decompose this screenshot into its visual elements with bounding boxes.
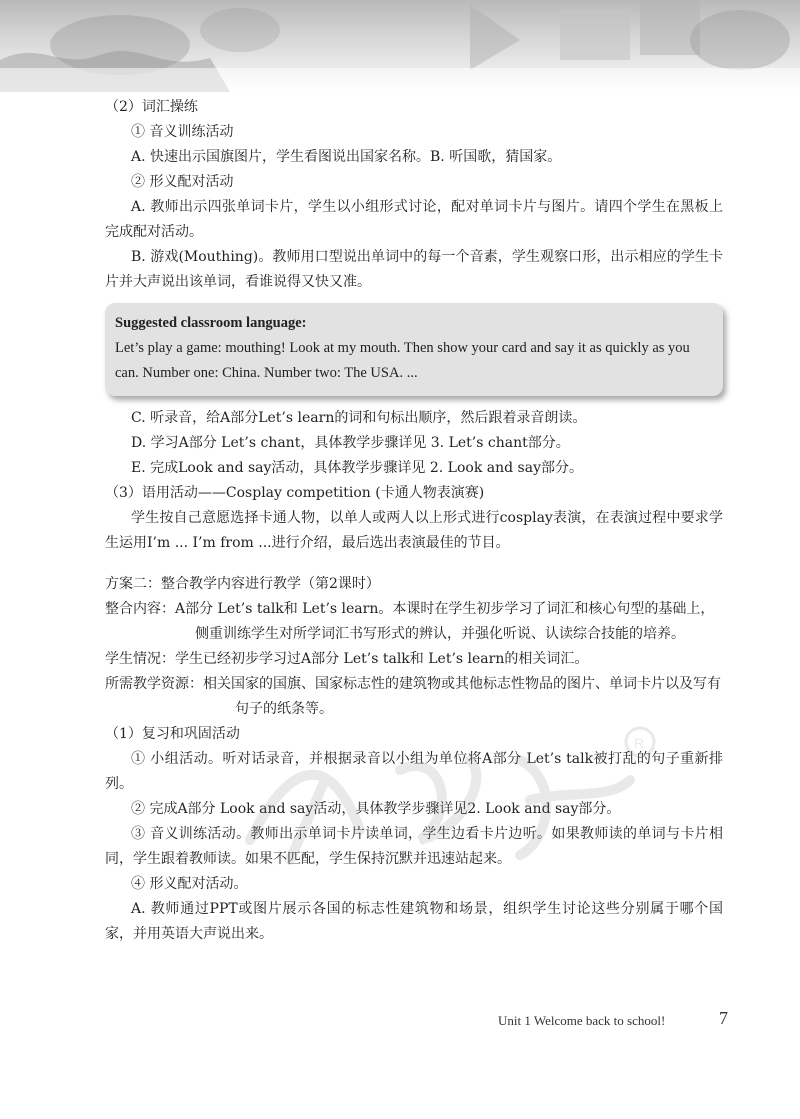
subheading-review: （1）复习和巩固活动 — [105, 726, 240, 742]
activity-step: D. 学习A部分 Let’s chant，具体教学步骤详见 3. Let’s chant部分。 — [131, 435, 570, 451]
page-number: 7 — [719, 1008, 728, 1028]
callout-body: Let’s play a game: mouthing! Look at my mouth. Then show your card and say it as quickly as you can. Number one: China. Number two: The USA. ... — [115, 340, 690, 381]
page-content — [105, 95, 723, 947]
activity-paragraph: B. 游戏(Mouthing)。教师用口型说出单词中的每一个音素，学生观察口形，出示相应的学生卡片并大声说出该单词，看谁说得又快又准。 — [105, 249, 723, 290]
page-footer — [498, 1008, 728, 1032]
review-item: ① 小组活动。听对话录音，并根据录音以小组为单位将A部分 Let’s talk被打乱的句子重新排列。 — [105, 751, 723, 792]
subheading-vocab-drill: （2）词汇操练 — [105, 99, 198, 115]
teaching-resources: 所需教学资源：相关国家的国旗、国家标志性的建筑物或其他标志性物品的图片、单词卡片以及写有句子的纸条等。 — [105, 676, 721, 717]
header-banner-illustration — [0, 0, 800, 92]
activity-title: ① 音义训练活动 — [131, 124, 234, 140]
activity-step: E. 完成Look and say活动，具体教学步骤详见 2. Look and say部分。 — [131, 460, 583, 476]
activity-paragraph: 学生按自己意愿选择卡通人物，以单人或两人以上形式进行cosplay表演，在表演过程中要求学生运用I’m ... I’m from ...进行介绍，最后选出表演最佳的节目。 — [105, 510, 723, 551]
integration-content: 整合内容：A部分 Let’s talk和 Let’s learn。本课时在学生初步学习了词汇和核心句型的基础上，侧重训练学生对所学词汇书写形式的辨认，并强化听说、认读综合技能的培养。 — [105, 601, 715, 642]
unit-title: Unit 1 Welcome back to school! — [498, 1013, 666, 1028]
callout-title: Suggested classroom language: — [115, 315, 307, 331]
svg-text:R: R — [634, 735, 645, 751]
review-item: A. 教师通过PPT或图片展示各国的标志性建筑物和场景，组织学生讨论这些分别属于哪个国家，并用英语大声说出来。 — [105, 901, 723, 942]
review-item: ② 完成A部分 Look and say活动，具体教学步骤详见2. Look and say部分。 — [131, 801, 621, 817]
activity-paragraph: A. 教师出示四张单词卡片，学生以小组形式讨论，配对单词卡片与图片。请四个学生在黑板上完成配对活动。 — [105, 199, 723, 240]
activity-step: A. 快速出示国旗图片，学生看图说出国家名称。B. 听国歌，猜国家。 — [131, 149, 562, 165]
review-item: ③ 音义训练活动。教师出示单词卡片读单词，学生边看卡片边听。如果教师读的单词与卡片相同，学生跟着教师读。如果不匹配，学生保持沉默并迅速站起来。 — [105, 826, 723, 867]
student-situation: 学生情况：学生已经初步学习过A部分 Let’s talk和 Let’s learn的相关词汇。 — [105, 651, 589, 667]
classroom-language-callout — [105, 303, 723, 396]
subheading-pragmatic-activity: （3）语用活动——Cosplay competition (卡通人物表演赛) — [105, 485, 485, 501]
activity-title: ② 形义配对活动 — [131, 174, 234, 190]
review-item: ④ 形义配对活动。 — [131, 876, 248, 892]
activity-step: C. 听录音，给A部分Let’s learn的词和句标出顺序，然后跟着录音朗读。 — [131, 410, 587, 426]
plan-two-heading: 方案二：整合教学内容进行教学（第2课时） — [105, 576, 380, 592]
